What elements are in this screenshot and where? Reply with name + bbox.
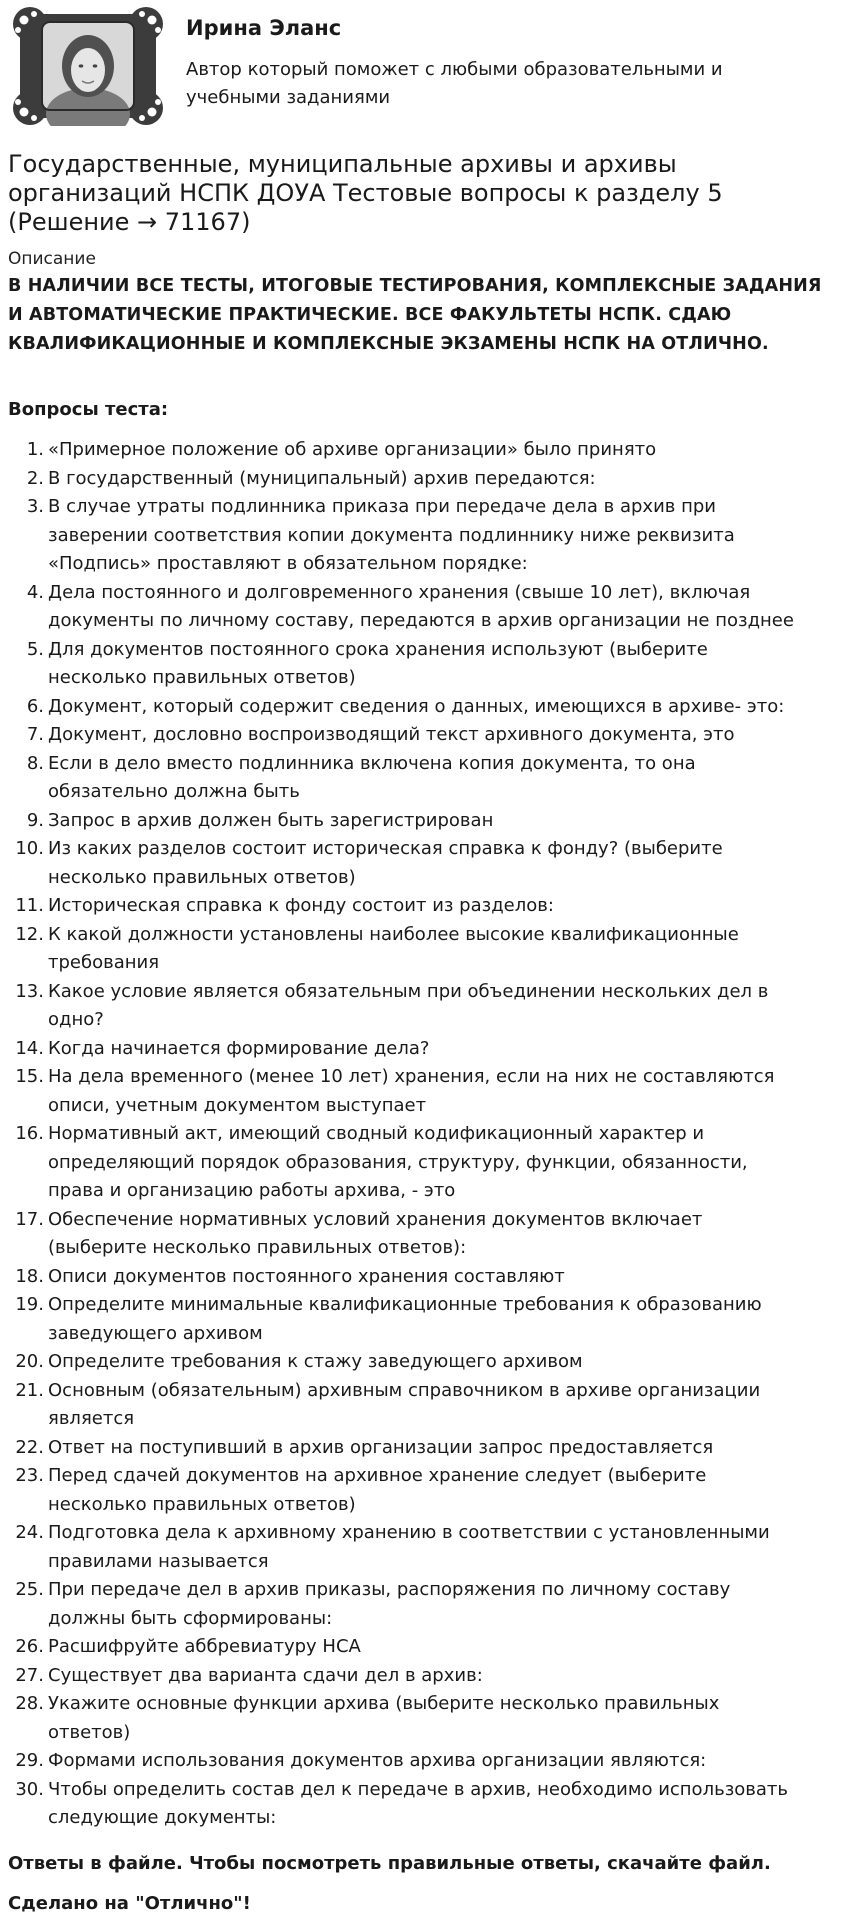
question-item — [0, 1206, 840, 1263]
question-text: Какое условие является обязательным при объединении нескольких дел в одно? — [48, 980, 769, 1030]
question-number: 8. — [26, 752, 44, 774]
question-number: 2. — [26, 467, 44, 489]
question-text: Определите требования к стажу заведующего архивом — [48, 1351, 583, 1372]
quality-note: Сделано на "Отлично"! — [8, 1893, 251, 1914]
question-number: 10. — [15, 838, 44, 859]
question-number: 18. — [15, 1265, 44, 1287]
question-number: 24. — [15, 1522, 44, 1543]
question-text: «Примерное положение об архиве организации» было принято — [48, 439, 657, 460]
question-number: 3. — [26, 496, 44, 517]
question-number: 29. — [15, 1750, 44, 1771]
question-item — [0, 921, 840, 978]
question-text: Нормативный акт, имеющий сводный кодификационный характер и определяющий порядок образования, структуру, функции, обязанности, права и организацию работы архива, - это — [48, 1123, 748, 1201]
question-item — [0, 1633, 840, 1662]
question-text: К какой должности установлены наиболее высокие квалификационные требования — [48, 923, 739, 973]
question-number: 12. — [15, 923, 44, 945]
answers-note: Ответы в файле. Чтобы посмотреть правильные ответы, скачайте файл. — [8, 1853, 771, 1874]
author-card — [8, 6, 838, 116]
question-item — [0, 1662, 840, 1691]
question-item — [0, 750, 840, 807]
question-item — [0, 1462, 840, 1519]
question-number: 22. — [15, 1436, 44, 1458]
question-item — [0, 721, 840, 750]
question-item — [0, 1776, 840, 1833]
question-item — [0, 835, 840, 892]
question-text: Формами использования документов архива организации являются: — [48, 1750, 707, 1771]
question-item — [0, 1035, 840, 1064]
question-number: 14. — [15, 1037, 44, 1059]
question-number: 23. — [15, 1465, 44, 1486]
question-text: Когда начинается формирование дела? — [48, 1037, 430, 1059]
question-text: Обеспечение нормативных условий хранения документов включает (выберите несколько правильных ответов): — [48, 1208, 703, 1258]
question-number: 28. — [15, 1693, 44, 1714]
question-number: 6. — [26, 695, 44, 717]
question-text: Чтобы определить состав дел к передаче в архив, необходимо использовать следующие документы: — [48, 1778, 789, 1828]
question-number: 20. — [15, 1351, 44, 1372]
question-text: Ответ на поступивший в архив организации запрос предоставляется — [48, 1436, 714, 1458]
question-text: Дела постоянного и долговременного хранения (свыше 10 лет), включая документы по личному составу, передаются в архив организации не позднее — [48, 581, 794, 631]
announcement-text: В НАЛИЧИИ ВСЕ ТЕСТЫ, ИТОГОВЫЕ ТЕСТИРОВАНИЯ, КОМПЛЕКСНЫЕ ЗАДАНИЯ И АВТОМАТИЧЕСКИЕ ПРАКТИЧЕСКИЕ. ВСЕ ФАКУЛЬТЕТЫ НСПК. СДАЮ КВАЛИФИКАЦИОННЫЕ И КОМПЛЕКСНЫЕ ЭКЗАМЕНЫ НСПК НА ОТЛИЧНО. — [8, 276, 822, 354]
question-item — [0, 1747, 840, 1776]
question-item — [0, 1348, 840, 1377]
question-item — [0, 1291, 840, 1348]
question-number: 17. — [15, 1208, 44, 1230]
question-number: 16. — [15, 1123, 44, 1144]
question-number: 4. — [26, 581, 44, 603]
question-text: При передаче дел в архив приказы, распоряжения по личному составу должны быть сформированы: — [48, 1579, 731, 1629]
question-item — [0, 1519, 840, 1576]
question-item — [0, 579, 840, 636]
question-text: Из каких разделов состоит историческая справка к фонду? (выберите несколько правильных ответов) — [48, 838, 723, 888]
question-item — [0, 807, 840, 836]
document-title: Государственные, муниципальные архивы и архивы организаций НСПК ДОУА Тестовые вопросы к разделу 5 (Решение → 71167) — [8, 150, 723, 236]
question-item — [0, 1063, 840, 1120]
author-avatar[interactable] — [8, 6, 168, 126]
question-item — [0, 1120, 840, 1206]
question-text: Для документов постоянного срока хранения используют (выберите несколько правильных ответов) — [48, 638, 708, 688]
question-item — [0, 465, 840, 494]
question-text: Историческая справка к фонду состоит из разделов: — [48, 895, 554, 916]
question-number: 19. — [15, 1294, 44, 1315]
question-number: 9. — [26, 809, 44, 831]
questions-heading: Вопросы теста: — [8, 399, 169, 420]
question-item — [0, 1434, 840, 1463]
author-description: Автор который поможет с любыми образовательными и учебными заданиями — [186, 59, 723, 108]
question-number: 1. — [26, 439, 44, 460]
question-text: Подготовка дела к архивному хранению в соответствии с установленными правилами называется — [48, 1522, 770, 1572]
question-text: На дела временного (менее 10 лет) хранения, если на них не составляются описи, учетным документом выступает — [48, 1066, 775, 1116]
question-number: 5. — [26, 638, 44, 660]
question-number: 30. — [15, 1778, 44, 1800]
question-text: Определите минимальные квалификационные требования к образованию заведующего архивом — [48, 1294, 762, 1344]
question-item — [0, 436, 840, 465]
question-text: Укажите основные функции архива (выберите несколько правильных ответов) — [48, 1693, 720, 1743]
question-text: Документ, дословно воспроизводящий текст архивного документа, это — [48, 724, 735, 745]
question-item — [0, 1377, 840, 1434]
question-number: 7. — [26, 724, 44, 745]
author-name[interactable]: Ирина Эланс — [186, 16, 342, 40]
question-text: В государственный (муниципальный) архив передаются: — [48, 467, 596, 489]
question-item — [0, 493, 840, 579]
question-text: В случае утраты подлинника приказа при передаче дела в архив при заверении соответствия копии документа подлиннику ниже реквизита «Подпись» проставляют в обязательном порядке: — [48, 496, 735, 574]
question-text: Существует два варианта сдачи дел в архив: — [48, 1664, 483, 1686]
question-text: Перед сдачей документов на архивное хранение следует (выберите несколько правильных ответов) — [48, 1465, 707, 1515]
question-number: 11. — [15, 895, 44, 916]
question-item — [0, 978, 840, 1035]
question-text: Если в дело вместо подлинника включена копия документа, то она обязательно должна быть — [48, 752, 696, 802]
question-text: Основным (обязательным) архивным справочником в архиве организации является — [48, 1379, 761, 1429]
question-number: 13. — [15, 980, 44, 1002]
question-number: 21. — [15, 1379, 44, 1401]
question-item — [0, 636, 840, 693]
questions-list — [0, 436, 840, 1833]
question-item — [0, 1576, 840, 1633]
question-item — [0, 892, 840, 921]
question-item — [0, 693, 840, 722]
question-text: Описи документов постоянного хранения составляют — [48, 1265, 565, 1287]
question-item — [0, 1690, 840, 1747]
question-number: 27. — [15, 1664, 44, 1686]
question-number: 25. — [15, 1579, 44, 1600]
question-text: Документ, который содержит сведения о данных, имеющихся в архиве- это: — [48, 695, 785, 717]
question-item — [0, 1263, 840, 1292]
question-text: Расшифруйте аббревиатуру НСА — [48, 1636, 361, 1657]
description-label: Описание — [8, 249, 96, 269]
question-text: Запрос в архив должен быть зарегистрирован — [48, 809, 494, 831]
question-number: 15. — [15, 1066, 44, 1087]
question-number: 26. — [15, 1636, 44, 1657]
